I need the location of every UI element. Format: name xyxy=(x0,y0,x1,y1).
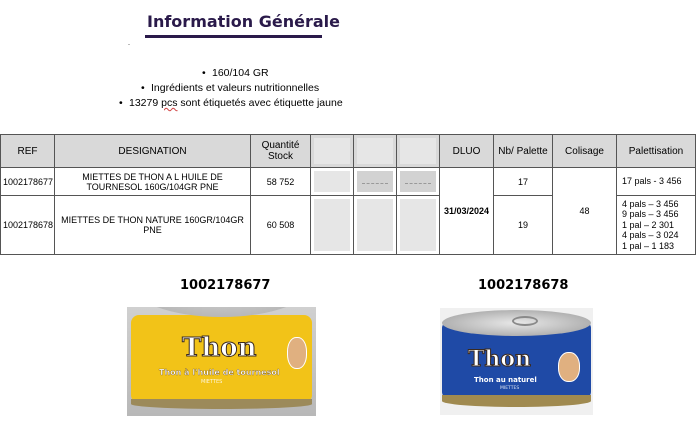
bullet-labels xyxy=(129,96,343,111)
palettisation-line: 4 pals – 3 456 xyxy=(622,198,679,209)
can-subtitle: MIETTES xyxy=(201,379,223,385)
col-designation: DESIGNATION xyxy=(55,135,251,168)
cell-redacted xyxy=(354,196,397,255)
table-header-row xyxy=(1,135,696,168)
bullet-labels-text: sont étiquetés avec étiquette jaune xyxy=(177,97,343,109)
col-redacted-1 xyxy=(311,135,354,168)
cell-nb-palette: 17 xyxy=(494,168,553,196)
col-redacted-2 xyxy=(354,135,397,168)
bullet-labels-pcs: pcs xyxy=(161,97,178,109)
can-brand: Thon xyxy=(182,333,257,363)
can-description: Thon au naturel xyxy=(474,376,537,384)
col-colisage: Colisage xyxy=(553,135,617,168)
col-redacted-3 xyxy=(397,135,440,168)
can-subtitle: MIETTES xyxy=(500,386,520,391)
bullet-weight: • 160/104 GR xyxy=(212,66,269,81)
col-dluo: DLUO xyxy=(440,135,494,168)
col-quantite: Quantité Stock xyxy=(251,135,311,168)
bullet-labels-count: 13279 xyxy=(129,97,162,109)
cell-redacted xyxy=(311,168,354,196)
bullet-ingredients: • Ingrédients et valeurs nutritionnelles xyxy=(151,81,319,96)
can-brand: Thon xyxy=(468,346,532,372)
palettisation-line: 17 pals - 3 456 xyxy=(622,176,682,187)
product-ref-label: 1002178678 xyxy=(478,278,569,293)
page-title: Information Générale xyxy=(147,12,340,31)
can-rim xyxy=(442,395,591,407)
palettisation-line: 9 pals – 3 456 xyxy=(622,209,679,220)
can-description: Thon à l'huile de tournesol xyxy=(159,368,280,377)
table-row xyxy=(1,168,696,196)
cell-redacted xyxy=(311,196,354,255)
palettisation-line: 4 pals – 3 024 xyxy=(622,230,679,241)
cell-redacted xyxy=(397,168,440,196)
palettisation-line: 1 pal – 2 301 xyxy=(622,219,675,230)
cell-designation: MIETTES DE THON A L HUILE DE TOURNESOL 160G/104GR PNE xyxy=(55,168,251,196)
title-underline xyxy=(145,35,322,38)
col-nb-palette: Nb/ Palette xyxy=(494,135,553,168)
cell-redacted xyxy=(397,196,440,255)
cell-redacted xyxy=(354,168,397,196)
cell-designation: MIETTES DE THON NATURE 160GR/104GR PNE xyxy=(55,196,251,255)
cell-palettisation xyxy=(617,196,696,255)
fish-icon xyxy=(558,352,580,382)
col-ref: REF xyxy=(1,135,55,168)
product-photo-blue-can xyxy=(440,308,593,415)
col-palettisation: Palettisation xyxy=(617,135,696,168)
stock-table xyxy=(0,134,696,255)
cell-quantite: 58 752 xyxy=(251,168,311,196)
cell-nb-palette: 19 xyxy=(494,196,553,255)
fish-icon xyxy=(287,337,307,369)
cell-quantite: 60 508 xyxy=(251,196,311,255)
cell-colisage: 48 xyxy=(553,168,617,255)
palettisation-line: 1 pal – 1 183 xyxy=(622,240,675,251)
stray-mark xyxy=(128,44,130,45)
product-ref-label: 1002178677 xyxy=(180,278,271,293)
cell-dluo: 31/03/2024 xyxy=(440,168,494,255)
cell-ref: 1002178678 xyxy=(1,196,55,255)
can-rim xyxy=(131,399,312,409)
product-photo-yellow-can xyxy=(127,307,316,416)
pull-tab-icon xyxy=(512,316,538,326)
cell-ref: 1002178677 xyxy=(1,168,55,196)
cell-palettisation xyxy=(617,168,696,196)
